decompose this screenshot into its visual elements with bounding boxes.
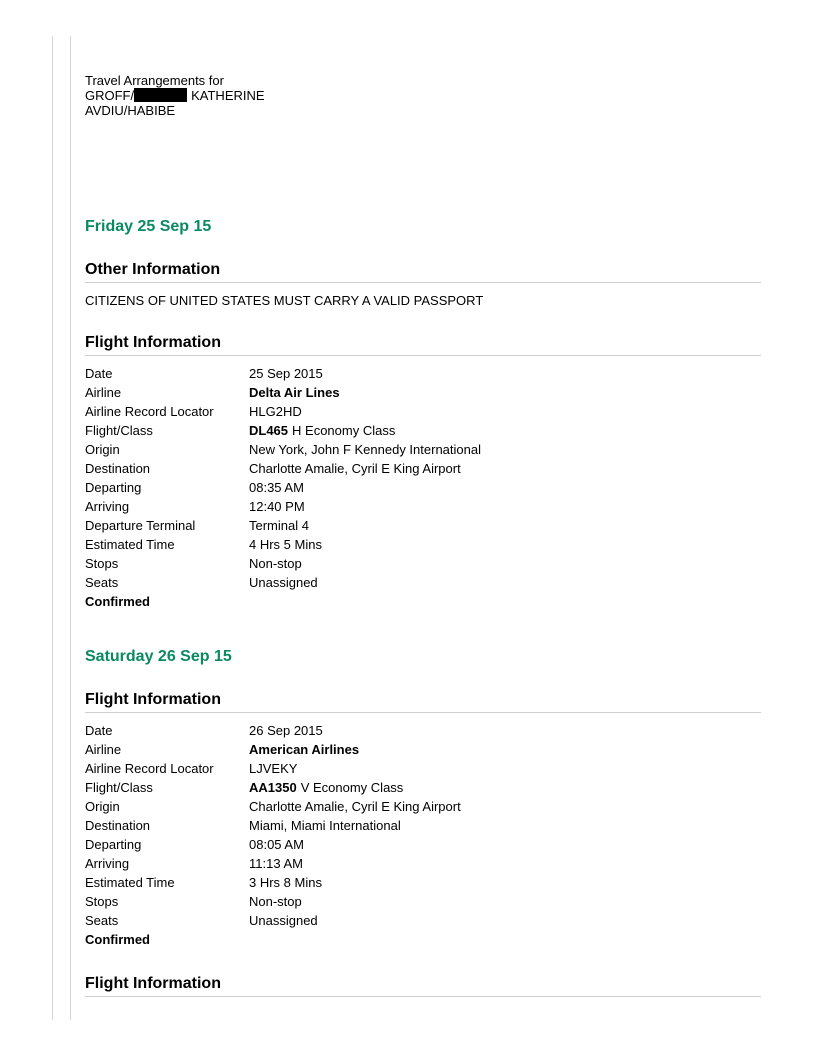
detail-row: [85, 440, 481, 459]
redaction-box: [134, 88, 187, 102]
margin-line: [70, 36, 71, 1020]
class-label: Flight/Class: [85, 423, 153, 438]
detail-row: [85, 364, 481, 383]
day-heading: Saturday 26 Sep 15: [85, 648, 232, 665]
detail-row: [85, 797, 461, 816]
date-label: Date: [85, 723, 113, 738]
class-label: Flight/Class: [85, 780, 153, 795]
detail-row: [85, 497, 481, 516]
booking-class: H Economy Class: [292, 423, 396, 438]
detail-row: [85, 554, 481, 573]
other-info-text: CITIZENS OF UNITED STATES MUST CARRY A VALID PASSPORT: [85, 293, 484, 308]
locator-value: LJVEKY: [249, 761, 298, 776]
other-info-title: Other Information: [85, 261, 761, 283]
estimated-time-label: Estimated Time: [85, 875, 175, 890]
locator-label: Airline Record Locator: [85, 404, 214, 419]
stops-value: Non-stop: [249, 556, 302, 571]
terminal-value: Terminal 4: [249, 518, 309, 533]
detail-row: [85, 516, 481, 535]
departing-value: 08:35 AM: [249, 480, 304, 495]
date-value: 26 Sep 2015: [249, 723, 323, 738]
flight-details: [85, 364, 481, 592]
stops-value: Non-stop: [249, 894, 302, 909]
airline-value: American Airlines: [249, 742, 360, 757]
seats-value: Unassigned: [249, 575, 318, 590]
detail-row: [85, 459, 481, 478]
flight-details: [85, 721, 461, 930]
traveler-2: AVDIU/HABIBE: [85, 103, 176, 118]
detail-row: [85, 740, 461, 759]
seats-label: Seats: [85, 575, 119, 590]
destination-label: Destination: [85, 818, 151, 833]
estimated-time-value: 3 Hrs 8 Mins: [249, 875, 322, 890]
airline-label: Airline: [85, 742, 122, 757]
detail-row: [85, 911, 461, 930]
itinerary: [85, 73, 761, 997]
detail-row: [85, 816, 461, 835]
traveler-1: [85, 88, 761, 103]
flight-number: DL465: [249, 423, 289, 438]
flight-info-title: Flight Information: [85, 334, 761, 356]
airline-value: Delta Air Lines: [249, 385, 340, 400]
detail-row: [85, 873, 461, 892]
class-value: [249, 778, 461, 797]
origin-label: Origin: [85, 799, 120, 814]
arriving-label: Arriving: [85, 856, 130, 871]
date-value: 25 Sep 2015: [249, 366, 323, 381]
status-confirmed: Confirmed: [85, 594, 150, 609]
departing-label: Departing: [85, 480, 142, 495]
class-value: [249, 421, 481, 440]
estimated-time-label: Estimated Time: [85, 537, 175, 552]
detail-row: [85, 402, 481, 421]
origin-value: New York, John F Kennedy International: [249, 442, 481, 457]
arriving-label: Arriving: [85, 499, 130, 514]
day-heading: Friday 25 Sep 15: [85, 218, 212, 235]
status-confirmed: Confirmed: [85, 932, 150, 947]
seats-value: Unassigned: [249, 913, 318, 928]
detail-row: [85, 573, 481, 592]
detail-row: [85, 835, 461, 854]
traveler-1-first: KATHERINE: [191, 88, 265, 103]
destination-label: Destination: [85, 461, 151, 476]
margin-line: [52, 36, 53, 1020]
locator-value: HLG2HD: [249, 404, 302, 419]
detail-row: [85, 892, 461, 911]
detail-row: [85, 778, 461, 797]
detail-row: [85, 759, 461, 778]
header-title: Travel Arrangements for: [85, 73, 224, 88]
flight-info-title: Flight Information: [85, 691, 761, 713]
destination-value: Miami, Miami International: [249, 818, 401, 833]
stops-label: Stops: [85, 556, 119, 571]
airline-label: Airline: [85, 385, 122, 400]
traveler-1-last: GROFF/: [85, 88, 135, 103]
estimated-time-value: 4 Hrs 5 Mins: [249, 537, 322, 552]
detail-row: [85, 421, 481, 440]
origin-value: Charlotte Amalie, Cyril E King Airport: [249, 799, 461, 814]
booking-class: V Economy Class: [300, 780, 404, 795]
origin-label: Origin: [85, 442, 120, 457]
detail-row: [85, 721, 461, 740]
terminal-label: Departure Terminal: [85, 518, 196, 533]
stops-label: Stops: [85, 894, 119, 909]
destination-value: Charlotte Amalie, Cyril E King Airport: [249, 461, 461, 476]
date-label: Date: [85, 366, 113, 381]
detail-row: [85, 854, 461, 873]
travelers-header: [85, 73, 761, 118]
detail-row: [85, 535, 481, 554]
flight-info-title: Flight Information: [85, 975, 761, 997]
arriving-value: 12:40 PM: [249, 499, 305, 514]
detail-row: [85, 478, 481, 497]
arriving-value: 11:13 AM: [249, 856, 303, 871]
departing-value: 08:05 AM: [249, 837, 304, 852]
detail-row: [85, 383, 481, 402]
flight-number: AA1350: [249, 780, 297, 795]
departing-label: Departing: [85, 837, 142, 852]
locator-label: Airline Record Locator: [85, 761, 214, 776]
seats-label: Seats: [85, 913, 119, 928]
